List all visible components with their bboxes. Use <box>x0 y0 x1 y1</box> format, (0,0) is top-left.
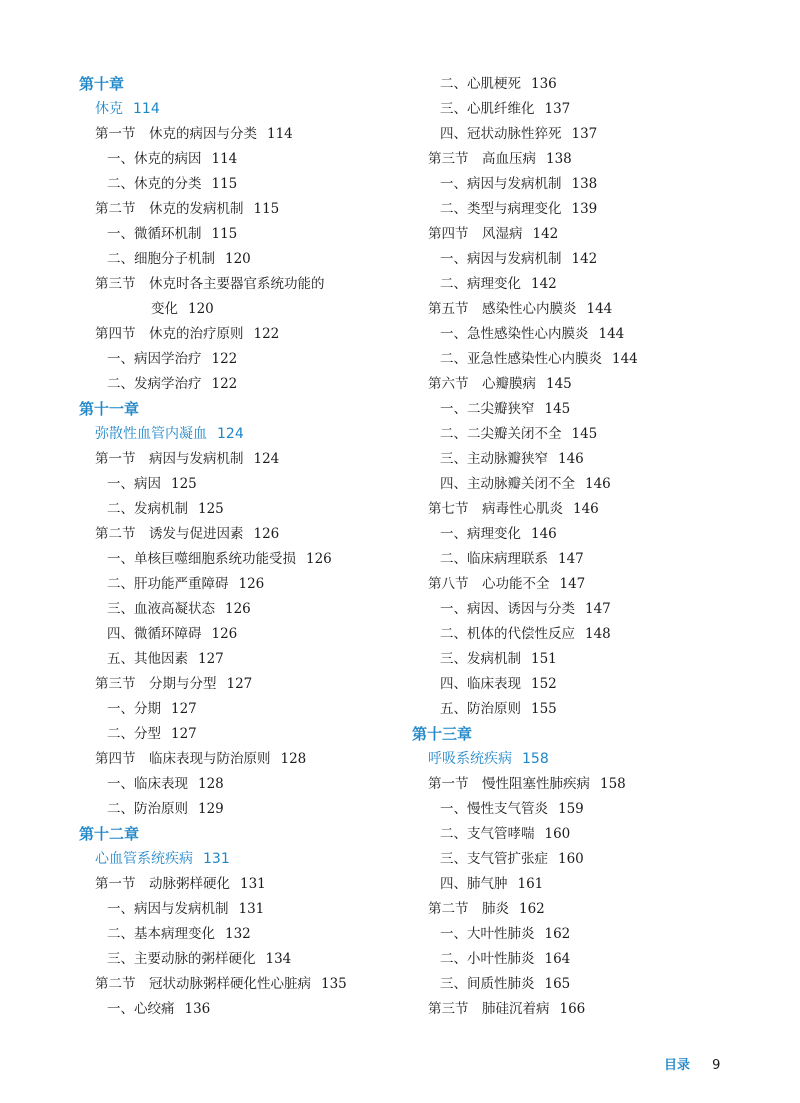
toc-chapter <box>79 72 399 97</box>
toc-section <box>79 322 399 347</box>
toc-entry-text: 二、分型 <box>107 726 161 742</box>
toc-entry-text: 二、亚急性感染性心内膜炎 <box>440 351 602 367</box>
toc-item <box>79 697 399 722</box>
toc-item <box>412 472 742 497</box>
toc-column-right <box>412 72 742 1022</box>
toc-chaptitle <box>79 422 399 447</box>
toc-entry-text: 四、冠状动脉性猝死 <box>440 126 562 142</box>
toc-entry-text: 四、肺气肿 <box>440 876 508 892</box>
toc-entry-text: 二、防治原则 <box>107 801 188 817</box>
toc-page-number: 164 <box>544 951 571 967</box>
toc-item <box>412 597 742 622</box>
toc-page-number: 165 <box>544 976 571 992</box>
toc-page-number: 127 <box>171 726 197 742</box>
toc-entry-text: 一、病因与发病机制 <box>440 251 562 267</box>
toc-page-number: 120 <box>225 251 251 267</box>
toc-entry-text: 一、心绞痛 <box>107 1001 175 1017</box>
toc-page-number: 161 <box>517 876 544 892</box>
toc-page-number: 142 <box>571 251 598 267</box>
toc-chapter <box>412 722 742 747</box>
toc-entry-text: 一、单核巨噬细胞系统功能受损 <box>107 551 296 567</box>
toc-page-number: 115 <box>211 226 238 242</box>
toc-section <box>79 972 399 997</box>
toc-entry-text: 一、病因与发病机制 <box>107 901 229 917</box>
toc-page-number: 146 <box>573 501 599 517</box>
toc-item <box>412 397 742 422</box>
toc-page-number: 125 <box>171 476 197 492</box>
toc-entry-text: 一、二尖瓣狭窄 <box>440 401 535 417</box>
toc-item <box>412 947 742 972</box>
toc-entry-text: 一、大叶性肺炎 <box>440 926 535 942</box>
toc-entry-text: 第四节 风湿病 <box>428 226 523 242</box>
toc-page-number: 158 <box>600 776 626 792</box>
toc-entry-text: 二、肝功能严重障碍 <box>107 576 229 592</box>
toc-entry-text: 第三节 高血压病 <box>428 151 536 167</box>
toc-page-number: 145 <box>571 426 598 442</box>
toc-page-number: 114 <box>211 151 238 167</box>
toc-section <box>412 222 742 247</box>
toc-item <box>79 147 399 172</box>
toc-entry-text: 一、病理变化 <box>440 526 521 542</box>
toc-page-number: 134 <box>265 951 292 967</box>
toc-item <box>79 772 399 797</box>
toc-item <box>79 897 399 922</box>
toc-entry-text: 第六节 心瓣膜病 <box>428 376 536 392</box>
toc-page-number: 122 <box>211 376 238 392</box>
toc-page-number: 115 <box>211 176 238 192</box>
toc-entry-text: 二、支气管哮喘 <box>440 826 535 842</box>
toc-entry-text: 第七节 病毒性心肌炎 <box>428 501 563 517</box>
toc-item <box>412 122 742 147</box>
toc-entry-text: 二、基本病理变化 <box>107 926 215 942</box>
toc-page-number: 138 <box>571 176 598 192</box>
toc-page-number: 166 <box>559 1001 586 1017</box>
toc-page-number: 127 <box>198 651 224 667</box>
toc-page-number: 146 <box>558 451 584 467</box>
toc-entry-text: 第一节 动脉粥样硬化 <box>95 876 230 892</box>
toc-page-number: 159 <box>558 801 584 817</box>
toc-item <box>412 522 742 547</box>
toc-page-number: 147 <box>559 576 586 592</box>
toc-item <box>412 547 742 572</box>
toc-section <box>412 897 742 922</box>
toc-chapter <box>79 397 399 422</box>
toc-entry-text: 一、临床表现 <box>107 776 188 792</box>
toc-item <box>79 572 399 597</box>
toc-page-number: 126 <box>253 526 280 542</box>
toc-entry-text: 二、类型与病理变化 <box>440 201 562 217</box>
toc-page-number: 145 <box>546 376 572 392</box>
toc-chaptitle <box>79 847 399 872</box>
toc-entry-text: 第十三章 <box>412 725 473 743</box>
toc-item <box>79 947 399 972</box>
toc-page-number: 127 <box>171 701 197 717</box>
toc-page-number: 155 <box>531 701 557 717</box>
toc-entry-text: 一、病因与发病机制 <box>440 176 562 192</box>
toc-entry-text: 二、临床病理联系 <box>440 551 548 567</box>
toc-page-number: 125 <box>198 501 224 517</box>
toc-item <box>412 847 742 872</box>
toc-item <box>79 997 399 1022</box>
toc-page-number: 114 <box>133 101 160 117</box>
toc-entry-text: 一、病因 <box>107 476 161 492</box>
toc-entry-text: 第十一章 <box>79 400 140 418</box>
toc-entry-text: 四、临床表现 <box>440 676 521 692</box>
toc-page-number: 152 <box>531 676 557 692</box>
toc-page-number: 122 <box>211 351 238 367</box>
toc-page-number: 126 <box>238 576 265 592</box>
toc-item <box>79 622 399 647</box>
toc-entry-text: 二、二尖瓣关闭不全 <box>440 426 562 442</box>
toc-item <box>79 597 399 622</box>
toc-page-number: 136 <box>184 1001 211 1017</box>
toc-entry-text: 三、主要动脉的粥样硬化 <box>107 951 256 967</box>
toc-item <box>79 372 399 397</box>
toc-entry-text: 一、微循环机制 <box>107 226 202 242</box>
toc-entry-text: 第八节 心功能不全 <box>428 576 550 592</box>
toc-entry-text: 三、血液高凝状态 <box>107 601 215 617</box>
toc-page-number: 135 <box>321 976 347 992</box>
toc-item <box>412 647 742 672</box>
toc-entry-text: 五、防治原则 <box>440 701 521 717</box>
toc-item <box>412 247 742 272</box>
toc-page-number: 120 <box>188 301 214 317</box>
toc-page-number: 160 <box>544 826 571 842</box>
toc-column-left <box>79 72 399 1022</box>
toc-entry-text: 三、间质性肺炎 <box>440 976 535 992</box>
toc-entry-text: 第三节 休克时各主要器官系统功能的 <box>95 276 325 292</box>
toc-page-number: 162 <box>519 901 545 917</box>
toc-item <box>412 822 742 847</box>
toc-item <box>412 72 742 97</box>
toc-page-number: 144 <box>586 301 613 317</box>
toc-page-number: 151 <box>531 651 557 667</box>
toc-entry-text: 第十章 <box>79 75 125 93</box>
toc-entry-text: 第二节 休克的发病机制 <box>95 201 244 217</box>
toc-section <box>412 297 742 322</box>
toc-section <box>412 572 742 597</box>
toc-page-number: 131 <box>203 851 230 867</box>
toc-entry-text: 三、心肌纤维化 <box>440 101 535 117</box>
toc-page-number: 147 <box>558 551 584 567</box>
toc-entry-text: 二、病理变化 <box>440 276 521 292</box>
toc-item <box>412 872 742 897</box>
toc-page-number: 115 <box>253 201 280 217</box>
toc-section <box>79 672 399 697</box>
toc-entry-text: 三、支气管扩张症 <box>440 851 548 867</box>
toc-page-number: 127 <box>226 676 253 692</box>
toc-page-number: 138 <box>546 151 572 167</box>
toc-page-number: 124 <box>253 451 280 467</box>
toc-page-number: 144 <box>612 351 638 367</box>
toc-item <box>412 972 742 997</box>
toc-entry-text: 二、发病学治疗 <box>107 376 202 392</box>
toc-chapter <box>79 822 399 847</box>
toc-page-number: 142 <box>532 226 559 242</box>
toc-page-number: 126 <box>225 601 251 617</box>
toc-entry-text: 一、分期 <box>107 701 161 717</box>
toc-section <box>79 122 399 147</box>
toc-page-number: 147 <box>585 601 611 617</box>
page-number: 9 <box>712 1058 721 1073</box>
toc-item <box>412 622 742 647</box>
toc-page-number: 162 <box>544 926 571 942</box>
toc-item <box>79 922 399 947</box>
toc-page-number: 137 <box>571 126 598 142</box>
toc-item <box>79 472 399 497</box>
toc-section <box>412 497 742 522</box>
toc-item <box>79 172 399 197</box>
toc-entry-text: 第五节 感染性心内膜炎 <box>428 301 577 317</box>
toc-entry-text: 一、休克的病因 <box>107 151 202 167</box>
toc-entry-text: 二、细胞分子机制 <box>107 251 215 267</box>
toc-item <box>79 222 399 247</box>
toc-entry-text: 变化 <box>151 301 178 317</box>
toc-page-number: 137 <box>544 101 571 117</box>
toc-page-number: 126 <box>211 626 238 642</box>
toc-item <box>412 347 742 372</box>
toc-item <box>412 447 742 472</box>
toc-entry-text: 第三节 分期与分型 <box>95 676 217 692</box>
toc-page-number: 146 <box>585 476 611 492</box>
toc-entry-text: 呼吸系统疾病 <box>428 751 512 767</box>
toc-page-number: 136 <box>531 76 557 92</box>
toc-entry-text: 二、休克的分类 <box>107 176 202 192</box>
toc-section <box>79 447 399 472</box>
toc-entry-text: 二、发病机制 <box>107 501 188 517</box>
toc-item <box>412 272 742 297</box>
toc-section <box>412 372 742 397</box>
toc-page-number: 148 <box>585 626 611 642</box>
toc-entry-text: 二、小叶性肺炎 <box>440 951 535 967</box>
toc-chaptitle <box>412 747 742 772</box>
toc-page-number: 124 <box>217 426 244 442</box>
toc-item <box>79 797 399 822</box>
toc-item <box>79 247 399 272</box>
toc-item <box>79 497 399 522</box>
toc-entry-text: 二、机体的代偿性反应 <box>440 626 575 642</box>
toc-page-number: 160 <box>558 851 584 867</box>
toc-entry-text: 一、急性感染性心内膜炎 <box>440 326 589 342</box>
toc-section <box>412 147 742 172</box>
toc-item <box>79 347 399 372</box>
toc-entry-text: 弥散性血管内凝血 <box>95 426 207 442</box>
toc-cont <box>79 297 399 322</box>
toc-entry-text: 休克 <box>95 101 123 117</box>
toc-page-number: 129 <box>198 801 224 817</box>
toc-entry-text: 第一节 慢性阻塞性肺疾病 <box>428 776 590 792</box>
toc-item <box>412 797 742 822</box>
toc-entry-text: 三、主动脉瓣狭窄 <box>440 451 548 467</box>
toc-page-number: 128 <box>198 776 224 792</box>
toc-page-number: 132 <box>225 926 251 942</box>
toc-entry-text: 第二节 冠状动脉粥样硬化性心脏病 <box>95 976 311 992</box>
toc-item <box>412 672 742 697</box>
toc-entry-text: 第十二章 <box>79 825 140 843</box>
toc-item <box>412 422 742 447</box>
toc-page-number: 145 <box>544 401 571 417</box>
page-footer <box>664 1054 720 1073</box>
toc-entry-text: 一、慢性支气管炎 <box>440 801 548 817</box>
toc-page-number: 144 <box>598 326 625 342</box>
toc-page-number: 126 <box>306 551 332 567</box>
toc-page-number: 142 <box>531 276 557 292</box>
toc-page-number: 114 <box>267 126 293 142</box>
toc-entry-text: 四、主动脉瓣关闭不全 <box>440 476 575 492</box>
toc-item <box>412 197 742 222</box>
toc-item <box>79 722 399 747</box>
toc-page-number: 131 <box>240 876 266 892</box>
toc-item <box>412 922 742 947</box>
toc-page-number: 146 <box>531 526 557 542</box>
toc-section <box>412 997 742 1022</box>
toc-entry-text: 一、病因学治疗 <box>107 351 202 367</box>
footer-label: 目录 <box>664 1058 691 1073</box>
toc-section <box>412 772 742 797</box>
toc-entry-text: 第二节 肺炎 <box>428 901 509 917</box>
toc-page-number: 131 <box>238 901 265 917</box>
toc-page-number: 122 <box>253 326 280 342</box>
toc-item <box>79 547 399 572</box>
toc-item <box>79 647 399 672</box>
toc-entry-text: 四、微循环障碍 <box>107 626 202 642</box>
toc-entry-text: 五、其他因素 <box>107 651 188 667</box>
toc-entry-text: 第三节 肺硅沉着病 <box>428 1001 550 1017</box>
toc-item <box>412 697 742 722</box>
toc-chaptitle <box>79 97 399 122</box>
toc-page-number: 158 <box>522 751 549 767</box>
toc-page-number: 139 <box>571 201 598 217</box>
toc-section <box>79 522 399 547</box>
toc-entry-text: 第四节 休克的治疗原则 <box>95 326 244 342</box>
toc-entry-text: 第四节 临床表现与防治原则 <box>95 751 271 767</box>
toc-section <box>79 197 399 222</box>
toc-section <box>79 272 399 297</box>
toc-entry-text: 第二节 诱发与促进因素 <box>95 526 244 542</box>
toc-section <box>79 872 399 897</box>
toc-entry-text: 第一节 休克的病因与分类 <box>95 126 257 142</box>
toc-entry-text: 一、病因、诱因与分类 <box>440 601 575 617</box>
toc-section <box>79 747 399 772</box>
toc-item <box>412 172 742 197</box>
toc-entry-text: 三、发病机制 <box>440 651 521 667</box>
toc-item <box>412 97 742 122</box>
toc-item <box>412 322 742 347</box>
toc-entry-text: 二、心肌梗死 <box>440 76 521 92</box>
toc-entry-text: 心血管系统疾病 <box>95 851 193 867</box>
toc-entry-text: 第一节 病因与发病机制 <box>95 451 244 467</box>
toc-page-number: 128 <box>280 751 307 767</box>
